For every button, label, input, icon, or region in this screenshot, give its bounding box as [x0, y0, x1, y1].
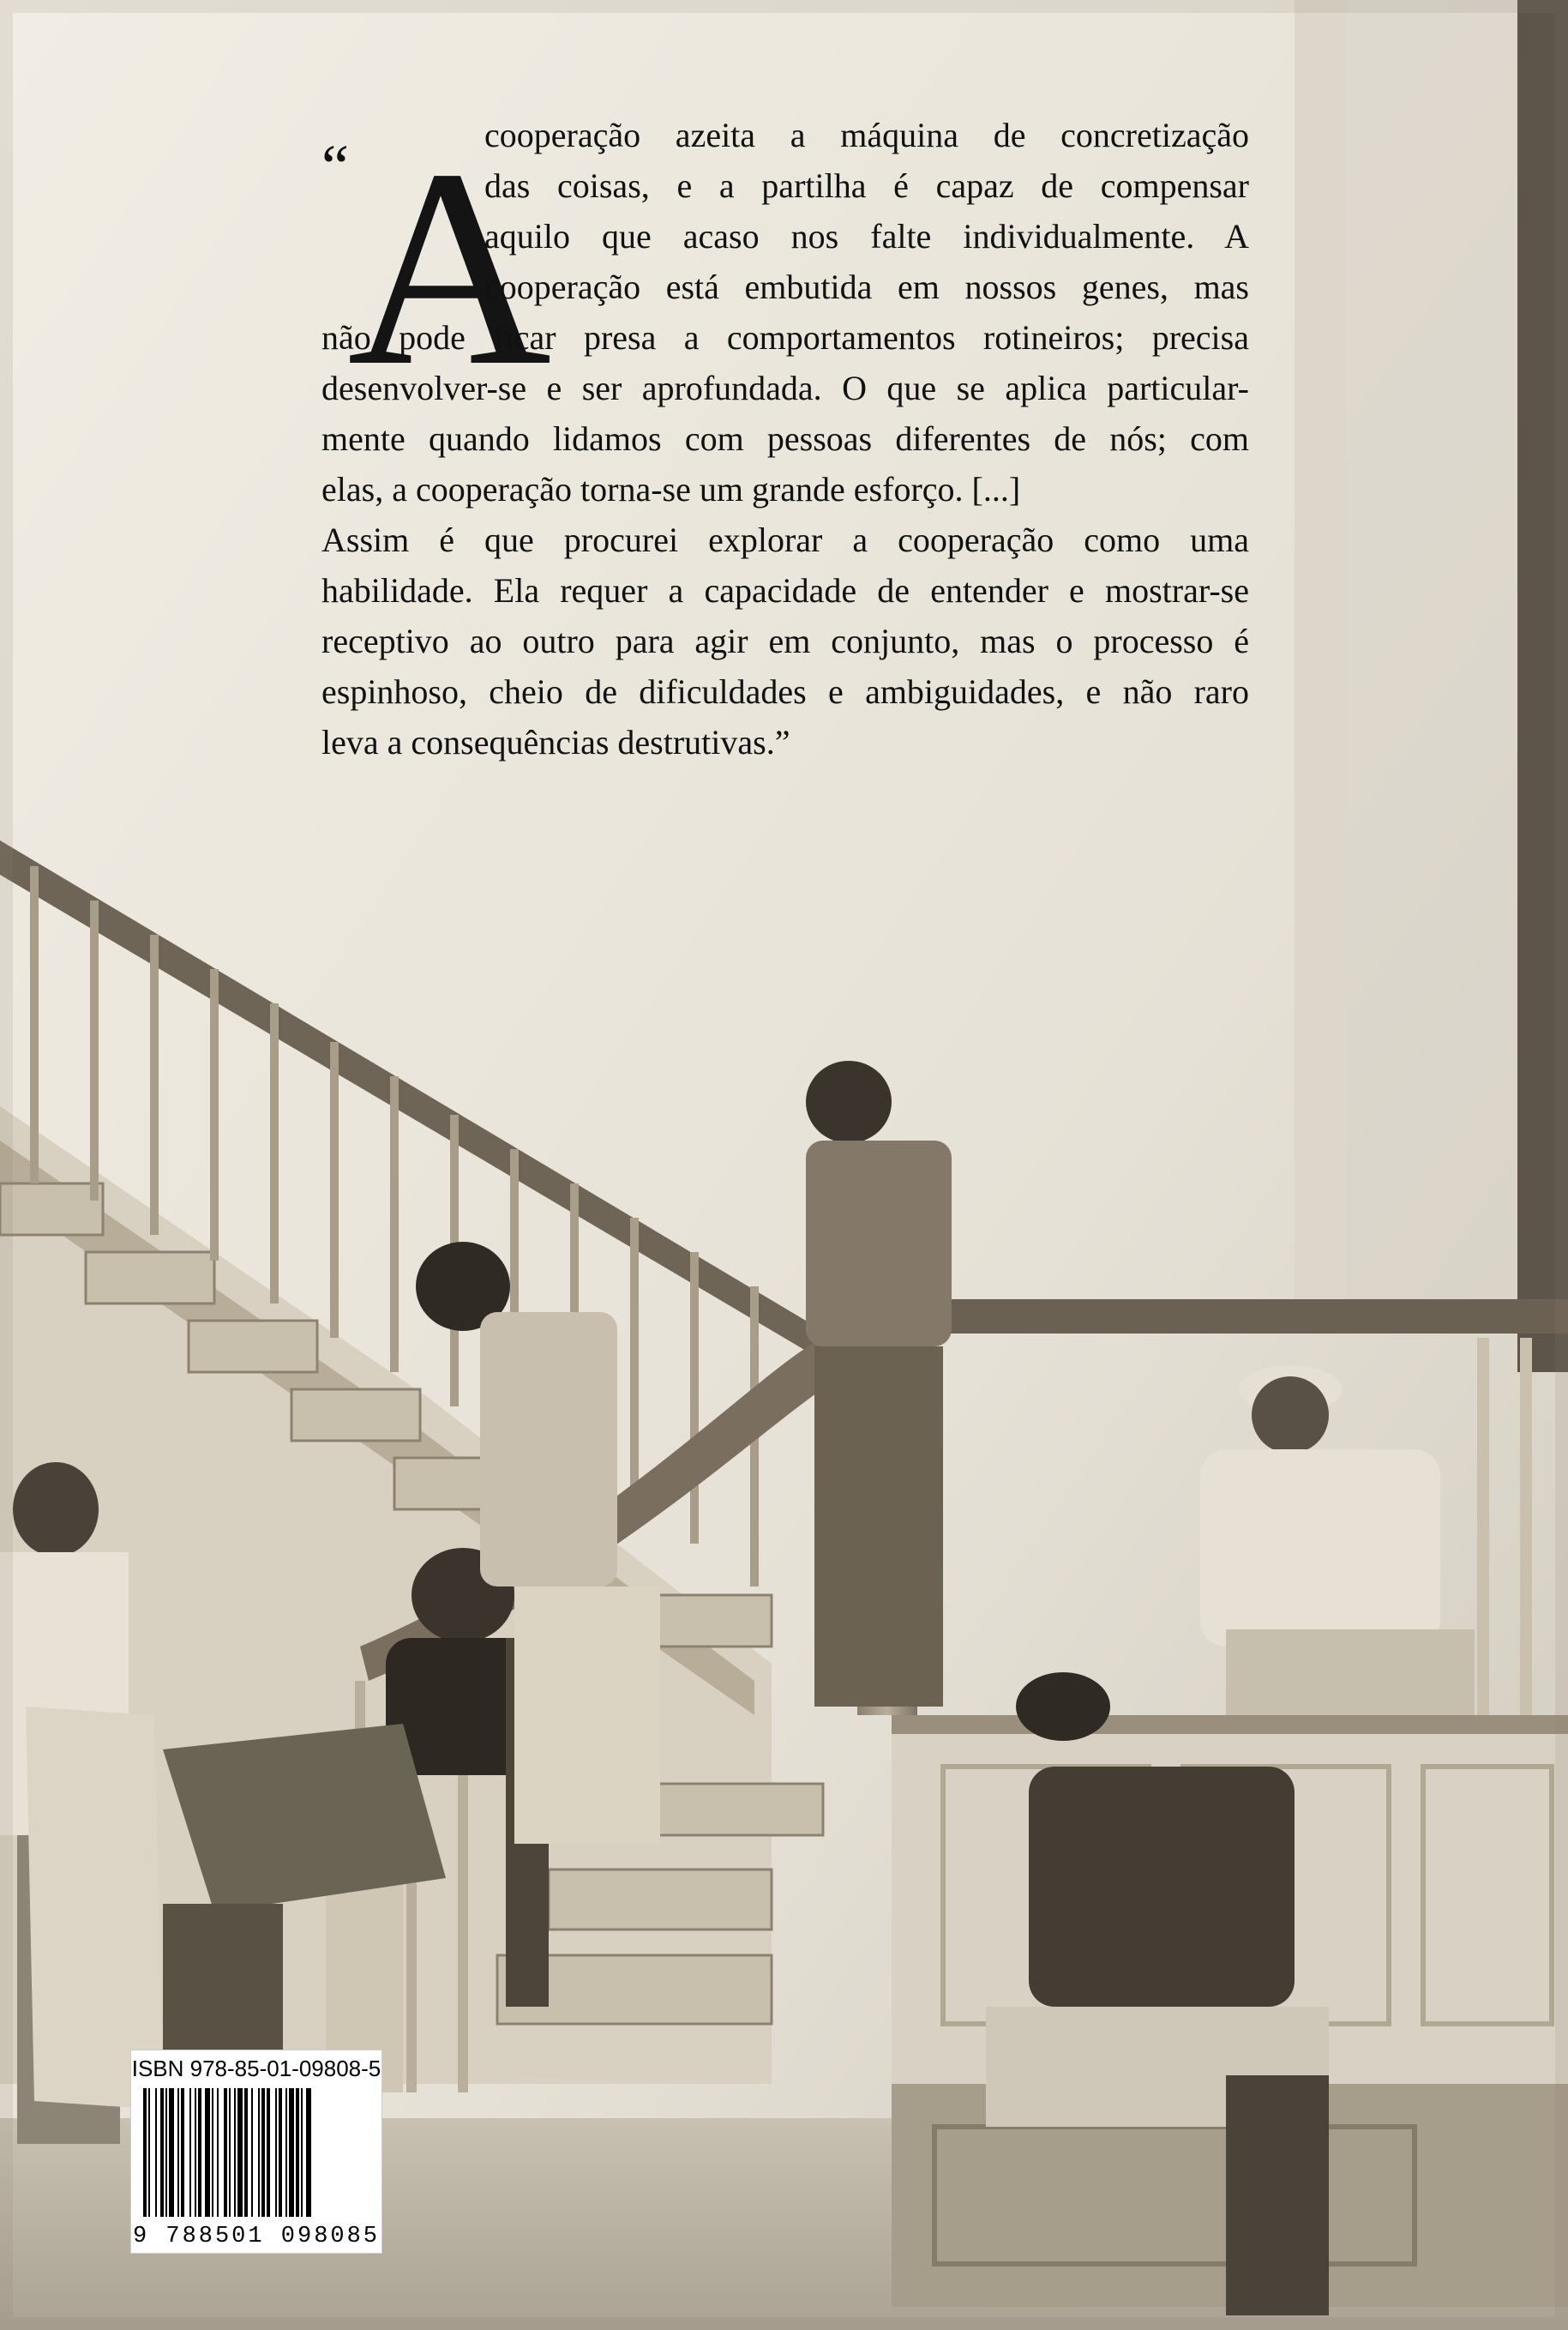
barcode-bar — [212, 2088, 213, 2217]
barcode-bar — [301, 2088, 303, 2217]
barcode-bar — [165, 2088, 167, 2217]
quote-block — [321, 110, 1249, 768]
barcode-bar — [251, 2088, 253, 2217]
barcode-bar — [234, 2088, 236, 2217]
barcode-bar — [261, 2088, 265, 2217]
barcode-bar — [217, 2088, 219, 2217]
barcode-bar — [258, 2088, 260, 2217]
barcode-bar — [205, 2088, 210, 2217]
quote-line: elas, a cooperação torna-se um grande esforço. [...] — [321, 470, 1021, 509]
quote-line: receptivo ao outro para agir em conjunto, mas o processo é — [321, 622, 1249, 660]
quote-text — [321, 110, 1249, 768]
isbn-barcode — [130, 2050, 382, 2254]
quote-line: não pode ficar presa a comportamentos rotineiros; precisa — [321, 318, 1249, 357]
barcode-bar — [279, 2088, 282, 2217]
barcode-bar — [229, 2088, 231, 2217]
barcode-bar — [224, 2088, 227, 2217]
barcode-bar — [143, 2088, 147, 2217]
dropcap-letter: A — [347, 111, 552, 424]
barcode-bar — [169, 2088, 174, 2217]
barcode-bar — [237, 2088, 243, 2217]
barcode-digits: 9 788501 098085 — [132, 2224, 381, 2249]
barcode-bar — [306, 2088, 311, 2217]
barcode-bar — [198, 2088, 201, 2217]
quote-line: aquilo que acaso nos falte individualmente. A — [484, 217, 1249, 256]
quote-line: mente quando lidamos com pessoas diferentes de nós; com — [321, 419, 1249, 458]
quote-line: cooperação está embutida em nossos genes, mas — [484, 268, 1249, 306]
barcode-bar — [189, 2088, 191, 2217]
barcode-bar — [148, 2088, 150, 2217]
quote-line: das coisas, e a partilha é capaz de compensar — [484, 166, 1249, 205]
barcode-bar — [160, 2088, 164, 2217]
isbn-label: ISBN 978-85-01-09808-5 — [131, 2056, 381, 2081]
quote-line: cooperação azeita a máquina de concretização — [484, 116, 1249, 154]
barcode-bar — [195, 2088, 196, 2217]
barcode-bar — [181, 2088, 184, 2217]
quote-line: espinhoso, cheio de dificuldades e ambiguidades, e não raro — [321, 672, 1249, 711]
barcode-bar — [289, 2088, 294, 2217]
barcode-bar — [267, 2088, 270, 2217]
barcode-bar — [155, 2088, 157, 2217]
opening-quote-mark: “ — [321, 132, 349, 201]
barcode-bar — [275, 2088, 277, 2217]
barcode-bar — [244, 2088, 248, 2217]
barcode-bar — [296, 2088, 299, 2217]
barcode-bar — [177, 2088, 179, 2217]
barcode-bars — [143, 2088, 369, 2217]
quote-line: habilidade. Ela requer a capacidade de entender e mostrar-se — [321, 571, 1249, 610]
quote-line: desenvolver-se e ser aprofundada. O que se aplica particular- — [321, 369, 1249, 407]
quote-line: leva a consequências destrutivas.” — [321, 723, 790, 762]
quote-line: Assim é que procurei explorar a cooperação como uma — [321, 521, 1249, 559]
barcode-bar — [285, 2088, 287, 2217]
